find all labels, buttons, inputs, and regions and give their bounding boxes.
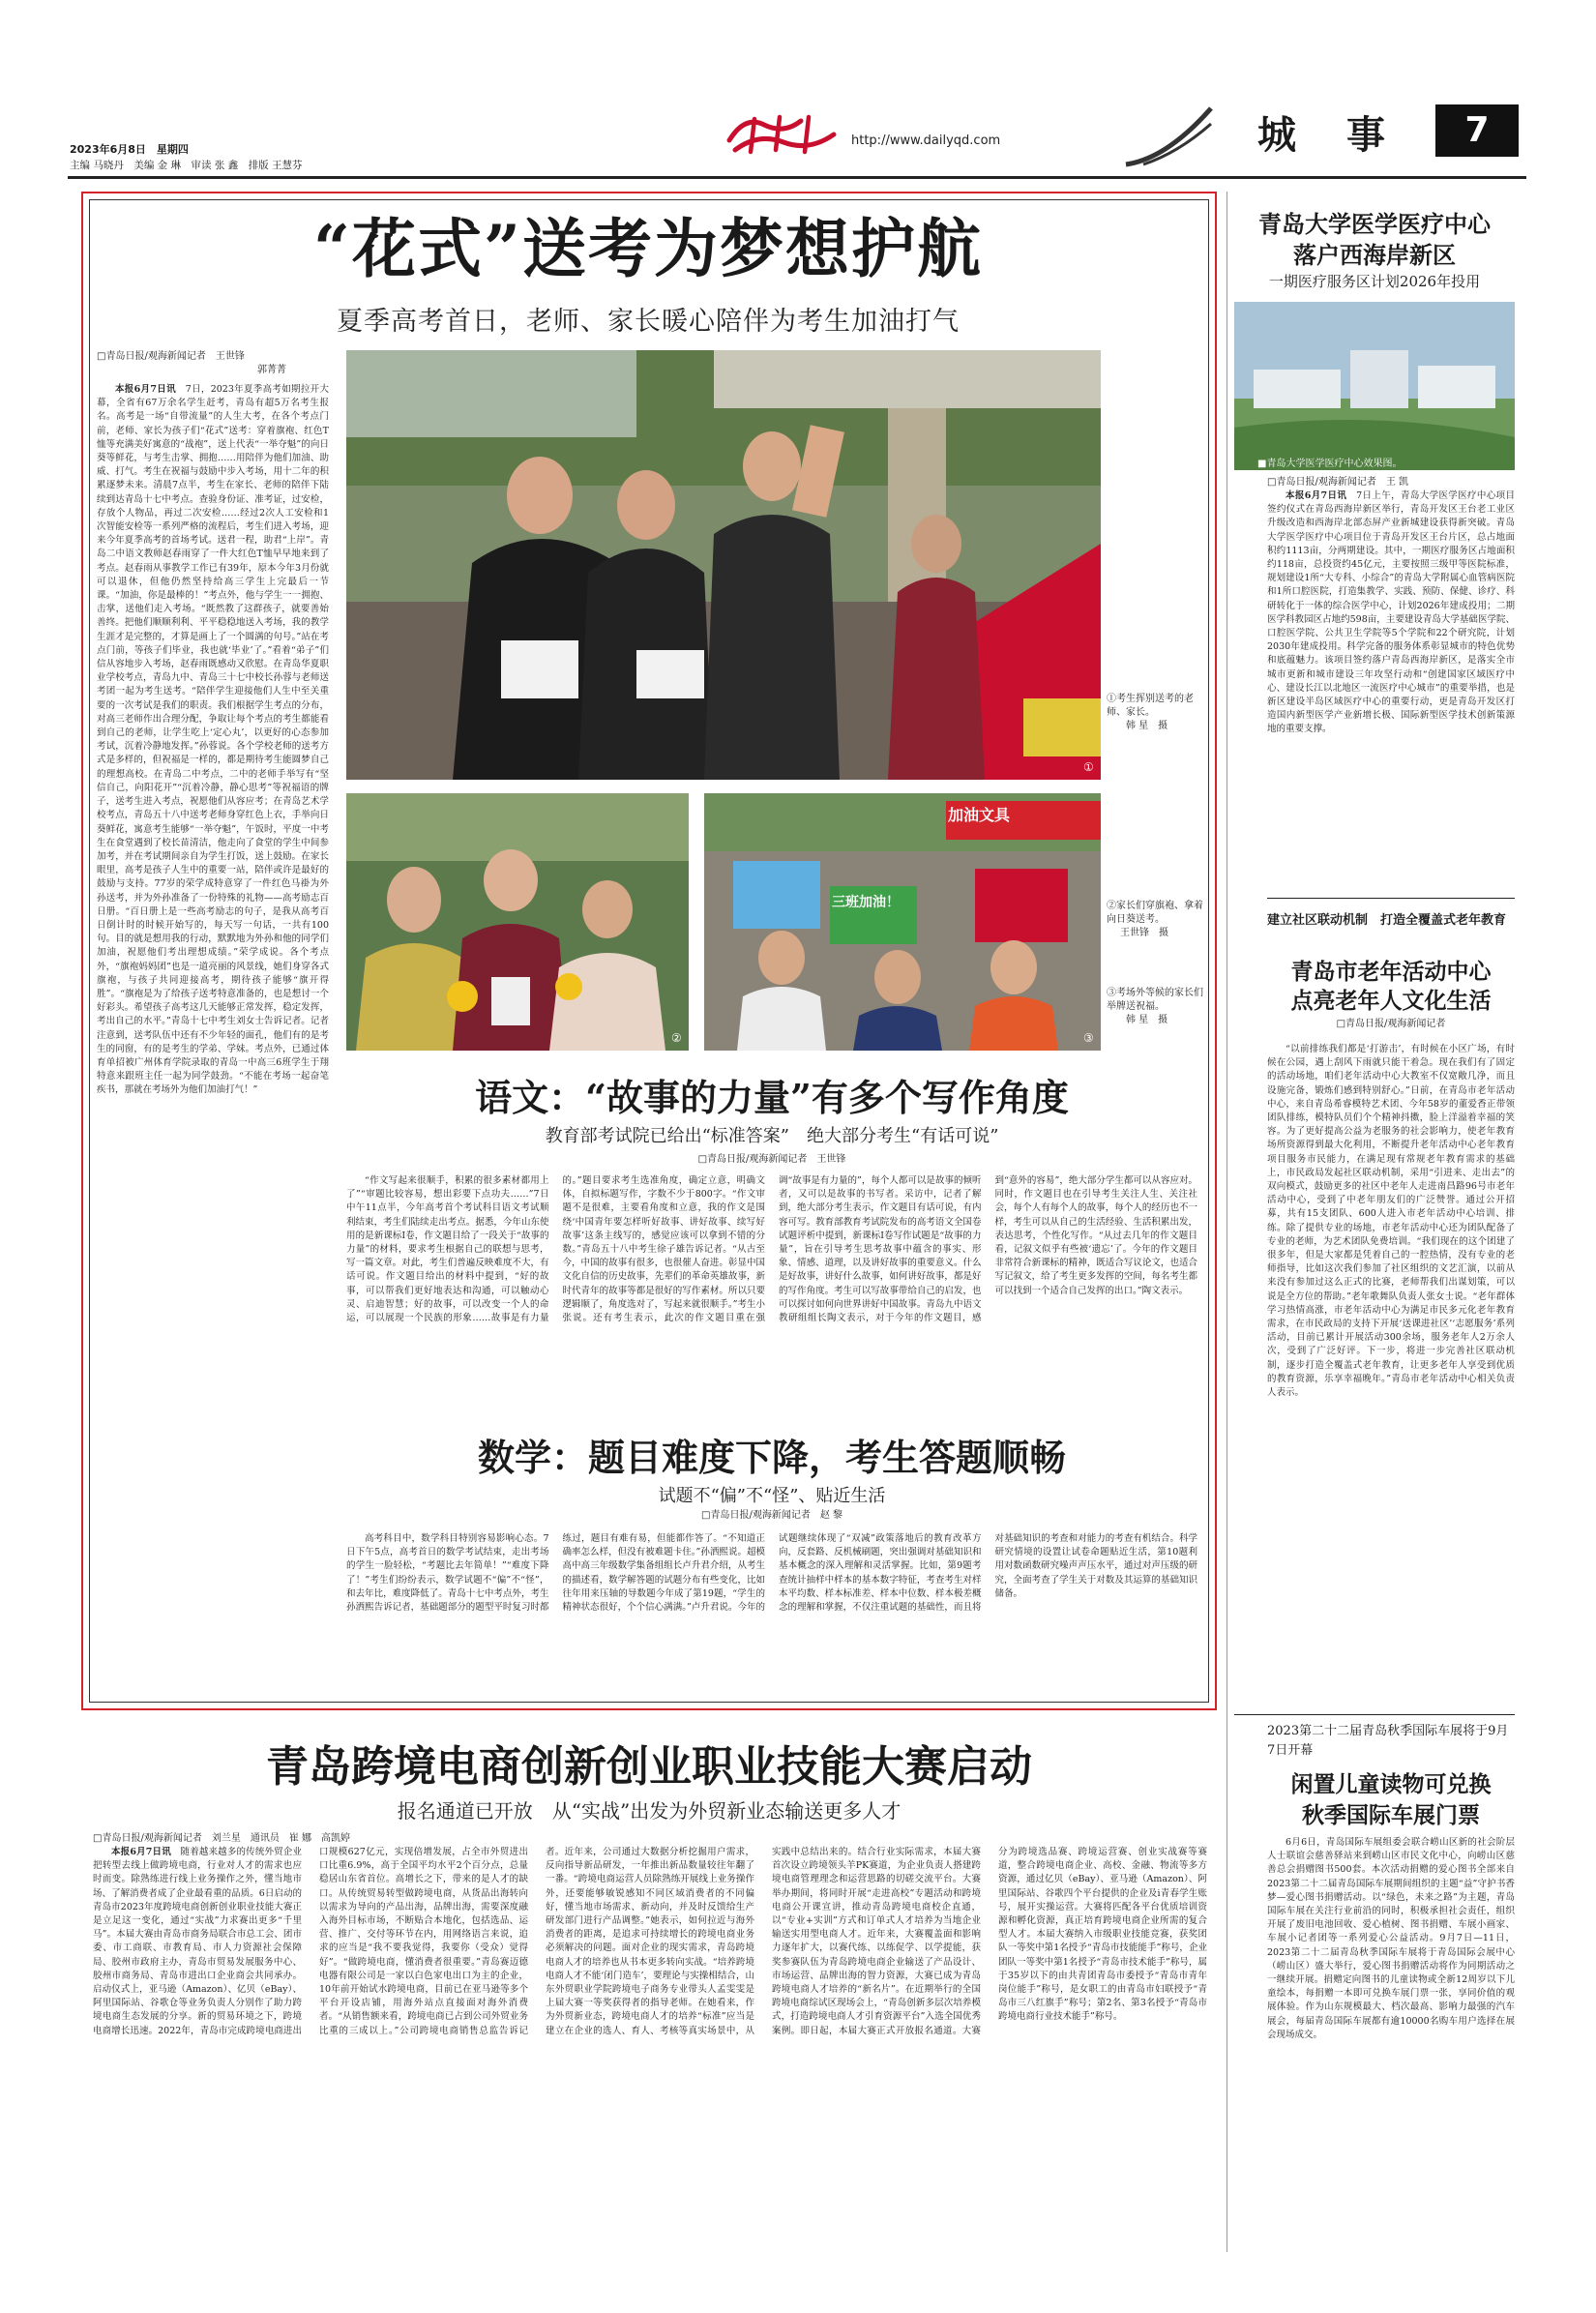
newspaper-logo: [725, 111, 842, 156]
sidebar-mid-body: [1267, 1043, 1515, 1703]
math-body-text: 高考科目中，数学科目特别容易影响心态。7日下午5点，高考首日的数学考试结束，走出考场的学生一脸轻松，“考题比去年简单！”“难度下降了！”考生们纷纷表示，数学试题不“偏”不“怪”，和去年比，难度降低了。青岛十七中考点外，考生孙洒熙告诉记者，基础题部分的题型平时复习时都练过，题目有难有易，但能都作答了。“不知道正确率怎么样，但没有被难题卡住。”孙洒熙说。超模高中高三年级数学集备组组长卢升君介绍，从考生的描述看，数学解答题的试题分布有些变化，比如往年用来压轴的导数题今年成了第19题，“学生的精神状态很好，个个信心满满。”卢升君说。今年的试题继续体现了“双减”政策落地后的教育改革方向，反套路、反机械刷题，突出强调对基础知识和基本概念的深入理解和灵活掌握。比如，第9题考查统计抽样中样本的基本数字特征，考查考生对样本平均数、样本标准差、样本中位数、样本极差概念的理解和掌握，不仅注重试题的基础性，而且将对基础知识的考查和对能力的考查有机结合。科学研究情境的设置让试卷命题贴近生活，第10题利用对数函数研究噪声声压水平，通过对声压级的研究，全面考查了学生关于对数及其运算的基础知识储备。: [346, 1533, 1197, 1614]
sidebar-top-title-1: 青岛大学医学医疗中心: [1258, 210, 1491, 238]
lead-byline: [97, 350, 329, 377]
sidebar-top-subtitle: 一期医疗服务区计划2026年投用: [1268, 273, 1481, 290]
page-date: 2023年6月8日 星期四: [70, 143, 189, 156]
bottom-title: 青岛跨境电商创新创业职业技能大赛启动: [266, 1742, 1032, 1792]
sidebar-top-title-2: 落户西海岸新区: [1293, 241, 1456, 269]
sidebar-mid-title-1: 青岛市老年活动中心: [1290, 959, 1492, 985]
photo1-caption: [1107, 693, 1207, 733]
photo3-caption: [1107, 987, 1207, 1027]
sidebar-divider-1: [1267, 898, 1515, 899]
photo1-caption-text: ①考生挥别送考的老师、家长。: [1107, 694, 1194, 718]
page-number: 7: [1435, 104, 1519, 157]
photo-3-graphic: [704, 793, 1101, 1051]
newspaper-url[interactable]: http://www.dailyqd.com: [851, 133, 1001, 148]
masthead-rule: [68, 176, 1526, 179]
sidebar-top-body-text: 7日上午，青岛大学医学医疗中心项目签约仪式在青岛西海岸新区举行，青岛开发区王台老工业区升级改造和西海岸北部态屏产业新城建设获得新突破。青岛大学医学医疗中心项目位于青岛开发区王台片区，总占地面积约1113亩，分两期建设。其中，一期医疗服务区占地面积约118亩，总投资约45亿元，主要按照三级甲等医院标准，规划建设1所“大专科、小综合”的青岛大学附属心血管病医院和1所口腔医院，打造集教学、实践、预防、保健、诊疗、科研转化于一体的综合医学中心，计划2026年建成投用；二期医学科教园区占地约598亩，主要建设青岛大学基础医学院、口腔医学院、公共卫生学院等5个学院和22个研究院，计划2030年建成投用。科学完备的服务体系彰显城市的特色优势和底蕴魅力。该项目签约落户青岛西海岸新区，是落实全市城市更新和城市建设三年攻坚行动和“创建国家区域医疗中心、建设长江以北地区一流医疗中心城市”的重要举措，也是新区建设半岛区域医疗中心的重要行动，更是青岛开发区打造国内新型医学产业新增长极、国际新型医学技术创新策源地的重要支撑。: [1267, 490, 1515, 735]
lead-title: “花式”送考为梦想护航: [313, 211, 983, 286]
sidebar-bottom-title-2: 秋季国际车展门票: [1302, 1802, 1480, 1828]
lead-body-text: 7日，2023年夏季高考如期拉开大幕，全省有67万余名学生赶考，青岛有超5万名考生报名。高考是一场“自带流量”的人生大考，在各个考点门前，老师、家长为孩子们“花式”送考：穿着旗袍、红色T恤等充满美好寓意的“战袍”，送上代表“一举夺魁”的向日葵等鲜花，与考生击掌、拥抱……用陪伴为他们加油、助威、打气。考生在祝福与鼓励中步入考场，用十二年的积累逐梦未来。清晨7点半，考生在家长、老师的陪伴下陆续到达青岛十七中考点。查验身份证、准考证，过安检，存放个人物品，再过二次安检……经过2次人工安检和1次智能安检等一系列严格的流程后，考生们进入考场，迎来今年夏季高考的首场考试。送君一程，助君“上岸”。青岛二中语文教师赵春雨穿了一件大红色T恤早早地来到了考点。赵春雨从事教学工作已有39年，原本今年3月份就可以退休，但他仍然坚持给高三学生上完最后一节课。“加油，你是最棒的！”考点外，他与学生一一拥抱、击掌，送他们走入考场。“既然教了这群孩子，就要善始善终。把他们顺顺利利、平平稳稳地送入考场，我的教学生涯才是完整的，才算是画上了一个圆满的句号。”站在考点门前，等孩子们毕业，我也就‘毕业’了。”看着“弟子”们信从容地步入考场，赵春雨既感动又欣慰。在青岛华夏职业学校考点，青岛九中、青岛三十七中校长孙蓉与老师送考团一起为考生送考。“陪伴学生迎接他们人生中至关重要的一次考试是我们的职责。我们根据学生考点的分布，对高三老师作出合理分配，争取让每个考点的考生都能看到自己的老师，让学生吃上‘定心丸’，以更好的心态参加考试，沉着冷静地发挥。”孙蓉说。各个学校老师的送考方式是多样的，但祝福是一样的，都是期待考生能圆梦自己的理想高校。在青岛二中考点，二中的老师手举写有“坚信自己，向阳花开”“沉着冷静，静心思考”等祝福语的牌子，送考生进入考点，祝愿他们从容应考；在青岛艺术学校考点，青岛五十八中送考老师身穿红色上衣，手举向日葵鲜花，寓意考生能够“一举夺魁”，午饭时，平度一中考生在食堂遇到了校长苗清洁，他走向了食堂的学生中间参加考，并在考试期间亲自为学生打饭，送上鼓励。在家长眼里，高考是孩子人生中的重要一站，陪伴或许是最好的鼓励与支持。77岁的荣学成特意穿了一件红色马褂为外孙送考，并为外孙准备了一份特殊的礼物——高考励志百日册。“百日册上是一些高考励志的句子，是我从高考百日倒计时的时候开始写的，每天写一句话，一共有100句。目的就是想用我的行动，默默地为外孙和他的同学们加油，祝愿他们考出理想成绩。”荣学成说。各个考点外，“旗袍妈妈团”也是一道亮丽的风景线，她们身穿各式旗袍，与孩子共同迎接高考，期待孩子能够“旗开得胜”。“旗袍是为了给孩子送考特意准备的，也是想讨一个好彩头。希望孩子高考这几天能够正常发挥，稳定发挥，考出自己的水平。”青岛十七中考生刘女士告诉记者。记者注意到，送考队伍中还有不少年轻的面孔，他们有的是考生的同窗，有的是考生的学弟、学妹。考点外，已通过体育单招被广州体育学院录取的青岛一中高三6班学生于翔特意来跟班主任一起为同学鼓劲。“不能在考场一起奋笔疾书，那就在考场外为他们加油打气！”: [97, 384, 329, 1096]
chinese-body-text: “作文写起来很顺手，积累的很多素材都用上了”“审题比较容易，想出彩要下点功夫……”7日中午11点半，今年高考首个考试科目语文考试顺利结束，考生们陆续走出考点。据悉，今年山东使用的是新课标Ⅰ卷，作文题目给了一段关于“故事的力量”的材料，要求考生根据自己的联想与思考，写一篇文章。对此，考生们普遍反映难度不大，有话可说。作文题目给出的材料中提到，“好的故事，可以帮我们更好地表达和沟通，可以触动心灵、启迪智慧；好的故事，可以改变一个人的命运，可以展现一个民族的形象……故事是有力量的。”题目要求考生选准角度，确定立意，明确文体，自拟标题写作，字数不少于800字。“作文审题不是很难，主要看角度和立意，我的作文是围绕‘中国青年要怎样听好故事、讲好故事、续写好故事’这条主线写的，感觉应该可以拿到不错的分数。”青岛五十八中考生徐子雄告诉记者。“从古至今，中国的故事有很多，也很催人奋进。彰显中国文化自信的历史故事，先辈们的革命英雄故事，新时代青年的故事等都是很好的写作素材。所以只要逻辑顺了，角度选对了，写起来就很顺手。”考生小张说。还有考生表示，此次的作文题目重在强调“故事是有力量的”，每个人都可以是故事的倾听者，又可以是故事的书写者。采访中，记者了解到，绝大部分考生表示，作文题目有话可说，有内容可写。教育部教育考试院发布的高考语文全国卷试题评析中提到，新课标Ⅰ卷写作试题是“故事的力量”，旨在引导考生思考故事中蕴含的事实、形象、情感、道理，以及讲好故事的重要意义。什么是好故事，讲好什么故事，如何讲好故事，都是好的写作角度。考生可以写故事带给自己的启发，也可以探讨如何向世界讲好中国故事。青岛九中语文教研组组长陶文表示，对于今年的作文题目，感到“意外的容易”，绝大部分学生都可以从容应对。同时，作文题目也在引导考生关注人生、关注社会，每个人有每个人的故事，每个人的经历也不一样，考生可以从自己的生活经验、生活积累出发，表达思考，个性化写作。“从过去几年的作文题目看，记叙文似乎有些被‘遗忘’了。今年的作文题目非常符合新课标的精神，既适合写议论文，也适合写记叙文，给了考生更多发挥的空间，每名考生都可以找到一个适合自己发挥的出口。”陶文表示。: [346, 1175, 1197, 1324]
lead-byline-2: 郭菁菁: [257, 365, 286, 375]
photo-parents-signs: [704, 793, 1101, 1051]
sidebar-mid-byline: □青岛日报/观海新闻记者: [1336, 1019, 1446, 1029]
photo3-sign-1: 加油文具: [948, 806, 1011, 824]
photo-qipao-mothers: [346, 793, 689, 1051]
sidebar-bottom-body-text: 6月6日，青岛国际车展组委会联合崂山区新的社会阶层人士联谊会慈善驿站来到崂山区市民文化中心，向崂山区慈善总会捐赠图书500套。本次活动捐赠的爱心图书全部来自2023第二十二届青岛国际车展期间组织的主题“益”守护书香梦—爱心图书捐赠活动。以“绿色，未来之路”为主题，青岛国际车展在关注行业前沿的同时，积极承担社会责任，组织开展了废旧电池回收、爱心植树、图书捐赠、车展小画家、车展小记者团等一系列爱心公益活动。9月7日—11日，2023第二十二届青岛秋季国际车展将于青岛国际会展中心（崂山区）盛大举行，爱心图书捐赠活动将作为同期活动之一继续开展。捐赠定向图书的儿童读物或全新12周岁以下儿童绘本，每捐赠一本即可兑换车展门票一张，享同价值的观展体验。作为山东规模最大、档次最高、影响力最强的汽车展会，每届青岛国际车展都有逾10000名购车用户选择在展会现场成交。: [1267, 1837, 1515, 2040]
medical-photo-caption: ■青岛大学医学医疗中心效果图。: [1257, 459, 1403, 469]
photo-4-graphic: [1234, 302, 1515, 470]
photo3-sign-2: 三班加油！: [832, 895, 900, 910]
sidebar-mid-kicker: 建立社区联动机制 打造全覆盖式老年教育: [1267, 913, 1507, 928]
sidebar-top-body: [1267, 489, 1515, 886]
photo2-credit: 王世锋 摄: [1120, 928, 1168, 938]
photo-medical-center: [1234, 302, 1515, 470]
photo3-number: ③: [1083, 1031, 1094, 1045]
sidebar-divider-2: [1234, 1714, 1515, 1715]
lead-byline-1: □青岛日报/观海新闻记者 王世锋: [97, 351, 245, 362]
photo3-credit: 韩 星 摄: [1126, 1015, 1168, 1025]
page-staff: 主编 马晓丹 美编 金 琳 审读 张 鑫 排版 王慧芬: [70, 160, 303, 171]
chinese-body: [346, 1174, 1197, 1399]
sidebar-top-byline: □青岛日报/观海新闻记者 王 凯: [1267, 477, 1408, 488]
bottom-byline: □青岛日报/观海新闻记者 刘兰星 通讯员 崔 娜 高凯婷: [93, 1833, 350, 1844]
photo3-caption-text: ③考场外等候的家长们举牌送祝福。: [1107, 988, 1203, 1012]
lead-body: [97, 383, 329, 1699]
photo1-number: ①: [1083, 760, 1094, 774]
sidebar-bottom-title-1: 闲置儿童读物可兑换: [1290, 1771, 1492, 1797]
lead-dateline: 本报6月7日讯: [115, 384, 176, 395]
photo2-caption-text: ②家长们穿旗袍、拿着向日葵送考。: [1107, 901, 1203, 925]
bottom-dateline: 本报6月7日讯: [111, 1847, 171, 1857]
math-byline: □青岛日报/观海新闻记者 赵 黎: [701, 1510, 842, 1521]
photo-students-farewell: [346, 350, 1101, 780]
sidebar-bottom-body: [1267, 1836, 1515, 2242]
photo-1-graphic: [346, 350, 1101, 780]
chinese-title: 语文：“故事的力量”有多个写作角度: [475, 1076, 1069, 1119]
math-subtitle: 试题不“偏”不“怪”、贴近生活: [658, 1486, 886, 1506]
logo-graphic: [725, 111, 842, 156]
photo1-credit: 韩 星 摄: [1126, 721, 1168, 731]
chinese-byline: □青岛日报/观海新闻记者 王世锋: [697, 1154, 846, 1165]
masthead-swoosh: [1122, 104, 1215, 168]
section-name: 城 事: [1257, 112, 1391, 158]
photo2-caption: [1107, 900, 1207, 940]
math-title: 数学：题目难度下降，考生答题顺畅: [477, 1436, 1066, 1479]
bottom-subtitle: 报名通道已开放 从“实战”出发为外贸新业态输送更多人才: [397, 1799, 901, 1823]
bottom-body: [93, 1846, 1207, 2242]
chinese-subtitle: 教育部考试院已给出“标准答案” 绝大部分考生“有话可说”: [545, 1126, 999, 1146]
bottom-body-text: 随着越来越多的传统外贸企业把转型去线上做跨境电商，行业对人才的需求也应时而变。除熟练进行线上业务操作之外，懂当地市场、了解消费者成了企业最看重的品质。6日启动的青岛市2023年度跨境电商创新创业职业技能大赛正是立足这一变化，通过“实战”力求赛出更多“千里马”。本届大赛由青岛市商务局联合市总工会、团市委、市工商联、市教育局、市人力资源社会保障局、胶州市政府主办，青岛市贸易发展服务中心、胶州市商务局、青岛市进出口企业商会共同承办。启动仪式上，亚马逊（Amazon）、亿贝（eBay）、阿里国际站、谷歌仓等业务负责人分别作了助力跨境电商生态发展的分享。新的贸易环境之下，跨境电商增长迅速。2022年，青岛市完成跨境电商进出口规模627亿元，实现倍增发展，占全市外贸进出口比重6.9%，高于全国平均水平2个百分点，总量稳居山东省首位。高增长之下，带来的是人才的缺口。从传统贸易转型做跨境电商，从货品出海转向以需求为导向的产品出海，品牌出海，需要深度融入海外目标市场，不断贴合本地化，包括选品、运营、推广、交付等环节在内，用网络语言来说，追求的应当是“我不要我觉得，我要你（受众）觉得好”。“做跨境电商，懂消费者很重要。”青岛赛迈德电器有限公司是一家以白色家电出口为主的企业，10年前开始试水跨境电商，目前已在亚马逊等多个平台开设店铺，用海外站点直接面对海外消费者。“从销售额来看，跨境电商已占到公司外贸业务比重的三成以上。”公司跨境电商销售总监告诉记者。近年来，公司通过大数据分析挖掘用户需求，反向指导新品研发，一年推出新品数量较往年翻了一番。“跨境电商运营人员除熟练开展线上业务操作外，还要能够敏锐感知不同区域消费者的不同偏好，懂当地市场需求、新动向，并及时反馈给生产研发部门进行产品调整。”她表示，如何拉近与海外消费者的距离，是追求可持续增长的跨境电商业务必须解决的问题。面对企业的现实需求，青岛跨境电商人才的培养也从书本更多转向实战。“培养跨境电商人才不能‘闭门造车’，要理论与实操相结合，山东外贸职业学院跨境电子商务专业带头人孟雯雯是上届大赛一等奖获得者的指导老师。在她看来，作为外贸新业态，跨境电商人才的培养“标准”应当是建立在企业的选人、育人、考核等真实场景中，从实践中总结出来的。结合行业实际需求，本届大赛首次设立跨境领头羊PK赛道，为企业负责人搭建跨境电商管理理念和运营思路的切磋交流平台。大赛举办期间，将同时开展“走进高校”专题活动和跨境电商公开课宣讲，推动青岛跨境电商校企直通，以“专业+实训”方式和订单式人才培养为当地企业输送实用型电商人才。近年来，大赛覆盖面和影响力逐年扩大，以赛代练、以练促学、以学提能，获奖参赛队伍为青岛跨境电商企业输送了产品设计、市场运营、品牌出海的智力资源，大赛已成为青岛跨境电商人才培养的“新名片”。在近期举行的全国跨境电商综试区现场会上，“青岛创新多层次培养模式，打造跨境电商人才引育资源平台”入选全国优秀案例。即日起，本届大赛正式开放报名通道。大赛分为跨境选品赛、跨境运营赛、创业实战赛等赛道，整合跨境电商企业、高校、金融、物流等多方资源，通过亿贝（eBay）、亚马逊（Amazon）、阿里国际站、谷歌四个平台提供的企业及i青春学生账号，展开实操运营。大赛将匹配各平台优质培训资源和孵化资源，真正培育跨境电商企业所需的复合型人才。本届大赛纳入市级职业技能竞赛，获奖团队一等奖中第1名授予“青岛市技能能手”称号，企业团队一等奖中第1名授予“青岛市技术能手”称号，属于35岁以下的由共青团青岛市委授予“青岛市青年岗位能手”称号，是女职工的由青岛市妇联授予“青岛市三八红旗手”称号；第2名、第3名授予“青岛市跨境电商行业技术能手”称号。: [93, 1847, 1207, 2036]
math-body: [346, 1532, 1197, 1697]
lead-subtitle: 夏季高考首日，老师、家长暖心陪伴为考生加油打气: [337, 307, 960, 337]
sidebar-mid-title-2: 点亮老年人文化生活: [1290, 988, 1492, 1014]
sidebar-mid-body-text: “以前排练我们都是‘打游击’，有时候在小区广场，有时候在公园，遇上刮风下雨就只能干着急。现在我们有了固定的活动场地，咱们老年活动中心大教室不仅宽敞几净，而且设施完备，锻炼们感到特别舒心。”日前，在青岛市老年活动中心，来自青岛希睿模特艺术团、今年58岁的董爱香正带领团队排练，模特队员们个个精神抖擞，脸上洋溢着幸福的笑容。为了更好提高公益为老服务的社会影响力，使老年教育场所资源得到最大化利用，不断提升老年活动中心老年教育项目服务市民能力，在满足现有常规老年教育需求的基础上，市民政局发起社区联动机制，采用“引进来、走出去”的双向模式，鼓励更多的社区中老年人走进南昌路96号市老年活动中心，受到了中老年朋友们的广泛赞誉。通过公开招募，共有15支团队、600人进入市老年活动中心培训、排练。除了提供专业的场地，市老年活动中心还为团队配备了专业的老师，为艺术团队免费培训。“我们现在的这个团建了很多年，但是大家都是凭着自己的一腔热情，没有专业的老师指导，比如这次我们参加了社区组织的文艺汇演，以前从来没有参加过这么正式的比赛，老师帮我们出谋划策，可以说是全方位的帮助。”老年歌舞队负责人张女士说。“老年群体学习热情高涨，市老年活动中心为满足市民多元化老年教育需求，在市民政局的支持下开展‘送课进社区’‘志愿服务’系列活动，目前已累计开展活动300余场，服务老年人2万余人次，受到了广泛好评。下一步，将进一步完善社区联动机制，逐步打造全覆盖式老年教育，让更多老年人享受到优质的教育资源，乐享幸福晚年。”青岛市老年活动中心相关负责人表示。: [1267, 1044, 1515, 1399]
photo2-number: ②: [671, 1031, 682, 1045]
sidebar-bottom-kicker: 2023第二十二届青岛秋季国际车展将于9月7日开幕: [1267, 1724, 1509, 1758]
sidebar-top-dateline: 本报6月7日讯: [1286, 490, 1347, 501]
photo-2-graphic: [346, 793, 689, 1051]
